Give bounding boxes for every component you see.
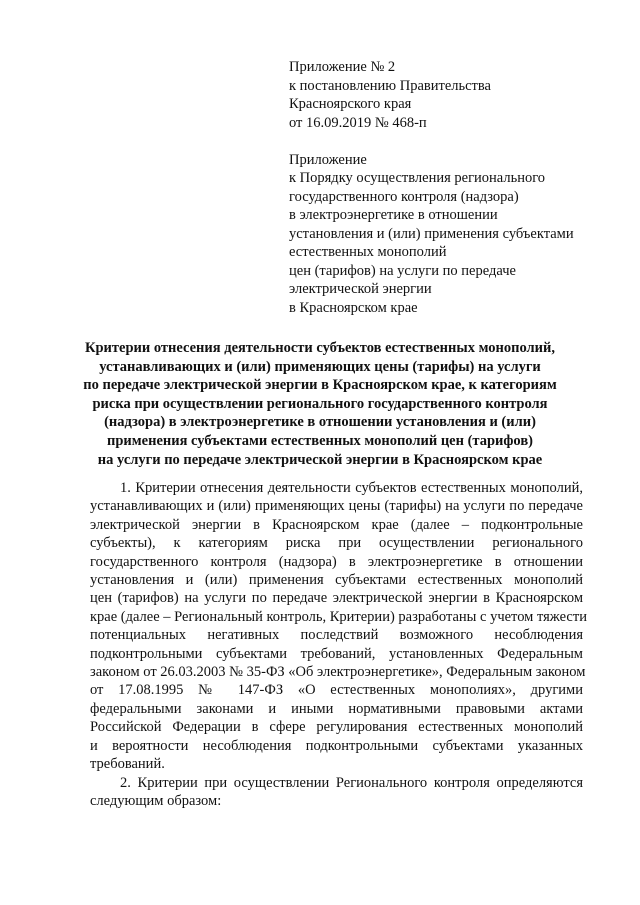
paragraph — [90, 479, 587, 774]
appendix-header — [289, 58, 619, 317]
paragraph-line: установления и (или) применения субъектами естественных монополий — [90, 572, 583, 589]
paragraph-line: электрической энергии в Красноярском крае (далее – подконтрольные — [90, 516, 583, 533]
appendix-line: Приложение № 2 — [289, 59, 396, 75]
appendix-line: государственного контроля (надзора) — [289, 188, 519, 205]
appendix-line: естественных монополий — [289, 244, 447, 260]
paragraph — [90, 774, 583, 811]
paragraph-line: государственного контроля (надзора) в электроэнергетике в отношении — [90, 553, 583, 570]
appendix-line: к Порядку осуществления регионального — [289, 170, 546, 186]
paragraph-line: подконтрольными субъектами требований, установленных Федеральным — [90, 645, 583, 662]
paragraph-line: цен (тарифов) на услуги по передаче электрической энергии в Красноярском — [90, 590, 583, 607]
appendix-line: Приложение — [289, 151, 367, 168]
paragraph-line: 2. Критерии при осуществлении Регионального контроля определяются — [120, 774, 583, 791]
title-line: устанавливающих и (или) применяющих цены (тарифы) на услуги — [99, 358, 541, 375]
paragraph-line: крае (далее – Региональный контроль, Критерии) разработаны с учетом тяжести — [90, 608, 587, 625]
appendix-spacer — [289, 132, 619, 151]
appendix-line: цен (тарифов) на услуги по передаче — [289, 262, 516, 279]
document-body — [90, 479, 587, 810]
title-line: применения субъектами естественных монополий цен (тарифов) — [107, 432, 533, 449]
appendix-line: в Красноярском крае — [289, 299, 418, 316]
paragraph-line: устанавливающих и (или) применяющих цены (тарифы) на услуги по передаче — [90, 498, 583, 515]
paragraph-line: федеральными законами и иными нормативными правовыми актами — [90, 700, 583, 717]
appendix-line: Красноярского края — [289, 96, 412, 112]
paragraph-line: от 17.08.1995 № 147-ФЗ «О естественных монополиях», другими — [90, 682, 583, 699]
paragraph-line: и вероятности несоблюдения подконтрольными субъектами указанных — [90, 737, 583, 754]
paragraph-line: потенциальных негативных последствий возможного несоблюдения — [90, 627, 583, 644]
title-line: Критерии отнесения деятельности субъектов естественных монополий, — [84, 340, 556, 356]
appendix-line: к постановлению Правительства — [289, 77, 491, 94]
paragraph-line: субъекты), к категориям риска при осуществлении регионального — [90, 535, 583, 552]
document-title — [60, 339, 580, 469]
paragraph-line: законом от 26.03.2003 № 35-ФЗ «Об электроэнергетике», Федеральным законом — [90, 664, 586, 681]
title-line: на услуги по передаче электрической энергии в Красноярском крае — [97, 451, 543, 468]
title-line: (надзора) в электроэнергетике в отношении установления и (или) — [104, 414, 536, 431]
appendix-line: в электроэнергетике в отношении — [289, 207, 498, 223]
appendix-line: установления и (или) применения субъектами — [289, 225, 574, 242]
paragraph-line: требований. — [90, 756, 165, 773]
appendix-line: от 16.09.2019 № 468-п — [289, 114, 427, 131]
title-line: по передаче электрической энергии в Красноярском крае, к категориям — [83, 377, 557, 394]
appendix-line: электрической энергии — [289, 281, 432, 297]
paragraph-line: Российской Федерации в сфере регулирования естественных монополий — [90, 719, 583, 736]
paragraph-line: 1. Критерии отнесения деятельности субъектов естественных монополий, — [120, 480, 583, 496]
title-line: риска при осуществлении регионального государственного контроля — [92, 395, 548, 412]
paragraph-line: следующим образом: — [90, 792, 222, 809]
